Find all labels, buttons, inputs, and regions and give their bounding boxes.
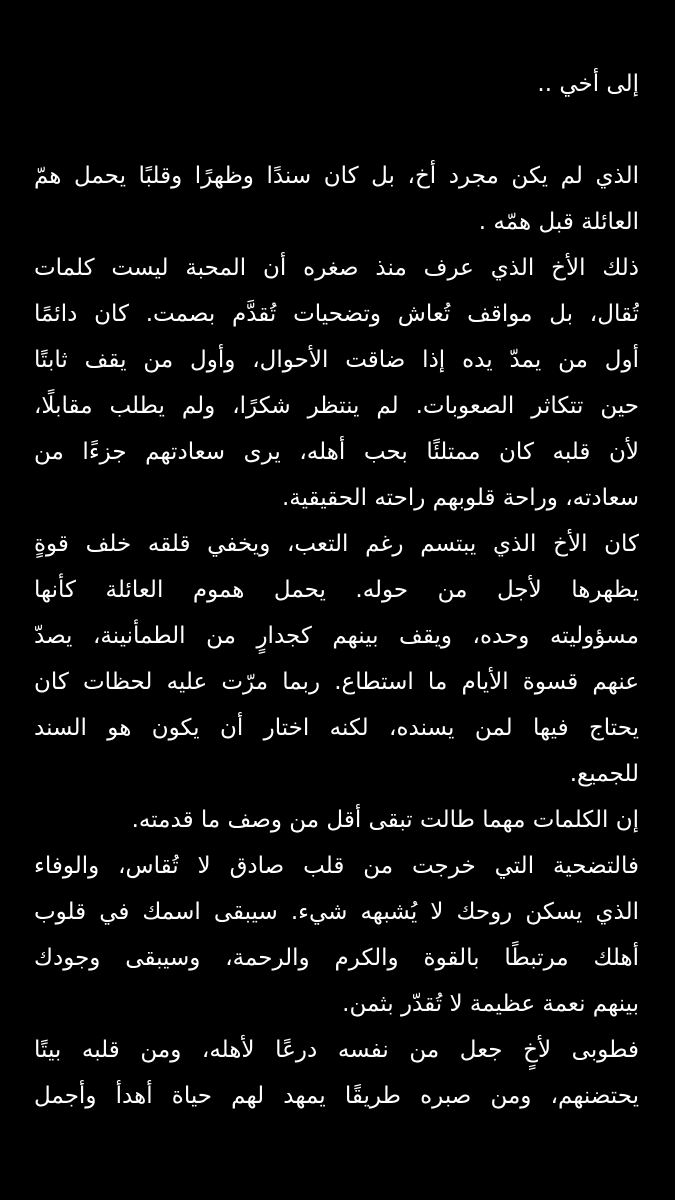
- text-line: عنهم قسوة الأيام ما استطاع. ربما مرّت عليه لحظات كان: [34, 669, 639, 695]
- text-line: أهلك مرتبطًا بالقوة والكرم والرحمة، وسيبقى وجودك: [34, 945, 639, 971]
- text-line: يظهرها لأجل من حوله. يحمل هموم العائلة كأنها: [34, 577, 639, 603]
- blank-line: [34, 107, 639, 153]
- text-line: سعادته، وراحة قلوبهم راحته الحقيقية.: [282, 485, 639, 511]
- text-line: حين تتكاثر الصعوبات. لم ينتظر شكرًا، ولم يطلب مقابلًا،: [34, 393, 639, 419]
- text-line: تُقال، بل مواقف تُعاش وتضحيات تُقدَّم بصمت. كان دائمًا: [34, 301, 639, 327]
- text-line: الذي يسكن روحك لا يُشبهه شيء. سيبقى اسمك في قلوب: [34, 899, 639, 925]
- text-line: إن الكلمات مهما طالت تبقى أقل من وصف ما قدمته.: [131, 807, 639, 833]
- text-line: بينهم نعمة عظيمة لا تُقدّر بثمن.: [342, 991, 639, 1017]
- text-line: مسؤوليته وحده، ويقف بينهم كجدارٍ من الطمأنينة، يصدّ: [34, 623, 639, 649]
- text-line: فطوبى لأخٍ جعل من نفسه درعًا لأهله، ومن قلبه بيتًا: [34, 1037, 639, 1063]
- text-line: ذلك الأخ الذي عرف منذ صغره أن المحبة ليست كلمات: [34, 255, 639, 281]
- text-line: أول من يمدّ يده إذا ضاقت الأحوال، وأول من يقف ثابتًا: [34, 347, 639, 373]
- note-text-block: [34, 61, 639, 1119]
- greeting-line: إلى أخي ..: [537, 71, 639, 97]
- text-line: يحتاج فيها لمن يسنده، لكنه اختار أن يكون هو السند: [34, 715, 639, 741]
- text-line: الذي لم يكن مجرد أخ، بل كان سندًا وظهرًا وقلبًا يحمل همّ: [34, 163, 639, 189]
- text-line: لأن قلبه كان ممتلئًا بحب أهله، يرى سعادتهم جزءًا من: [34, 439, 639, 465]
- text-line: فالتضحية التي خرجت من قلب صادق لا تُقاس، والوفاء: [34, 853, 639, 879]
- text-line: كان الأخ الذي يبتسم رغم التعب، ويخفي قلقه خلف قوةٍ: [34, 531, 639, 557]
- text-line: للجميع.: [569, 761, 639, 787]
- text-line: يحتضنهم، ومن صبره طريقًا يمهد لهم حياة أهدأ وأجمل: [34, 1083, 639, 1109]
- text-line: العائلة قبل همّه .: [478, 209, 639, 235]
